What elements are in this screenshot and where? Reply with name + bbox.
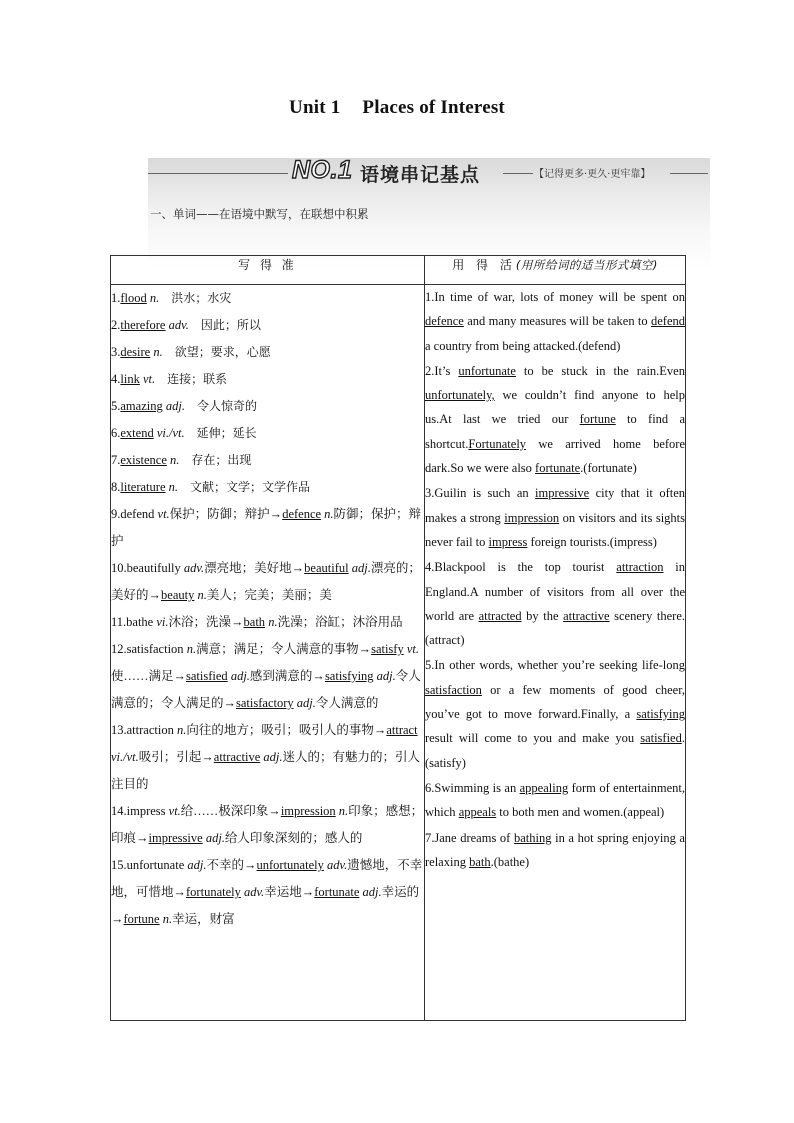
text-run: to find a shortcut. — [425, 412, 685, 451]
part-of-speech: n. — [170, 453, 180, 467]
answer-word: amazing — [120, 399, 163, 413]
banner-rule-right-end — [670, 173, 708, 174]
answer-word: link — [120, 372, 140, 386]
vocab-entry — [111, 474, 424, 501]
vocab-entry — [111, 420, 424, 447]
text-run: 漂亮的；美好的→ — [111, 561, 421, 602]
answer-word: attraction — [616, 560, 664, 575]
part-of-speech: adj. — [376, 669, 396, 683]
unit-number: Unit 1 — [289, 97, 341, 118]
answer-word: attract — [386, 723, 418, 737]
part-of-speech: vt. — [406, 642, 419, 656]
banner-rule-right — [503, 173, 533, 174]
answer-word: extend — [120, 426, 154, 440]
header-use-note: (用所给词的适当形式填空) — [515, 258, 658, 272]
text-run: 12.satisfaction — [111, 642, 187, 656]
entry-number: 2. — [111, 318, 121, 332]
part-of-speech: vt. — [168, 804, 181, 818]
answer-word: attractive — [563, 608, 610, 623]
answer-word: fortune — [123, 912, 160, 926]
answer-word: satisfaction — [425, 682, 482, 697]
text-run: 9.defend — [111, 507, 158, 521]
answer-word: beautiful — [304, 561, 349, 575]
answer-word: therefore — [120, 318, 166, 332]
text-run: 13.attraction — [111, 723, 177, 737]
banner-tagline: 【记得更多·更久·更牢靠】 — [534, 169, 651, 180]
text-run: in England.A number of visitors from all over the world are — [425, 560, 685, 623]
part-of-speech: n. — [197, 588, 207, 602]
vocab-entry — [111, 447, 424, 474]
header-write: 写 得 准 — [111, 256, 425, 285]
part-of-speech: n. — [162, 912, 173, 926]
text-run: 迷人的；有魅力的；引人注目的 — [111, 750, 421, 791]
text-run: 向往的地方；吸引；吸引人的事物→ — [186, 723, 387, 737]
part-of-speech: adj. — [165, 399, 185, 413]
answer-word: defence — [425, 314, 464, 329]
text-run: city that it often makes a strong — [425, 486, 685, 525]
text-run: 4.Blackpool is the top tourist — [425, 560, 617, 575]
part-of-speech: n. — [149, 291, 160, 305]
part-of-speech: adj. — [351, 561, 371, 575]
answer-word: satisfied — [640, 731, 682, 746]
answer-word: attracted — [478, 608, 522, 623]
word-family-entry — [111, 555, 424, 609]
text-run: 令人满意的 — [315, 696, 379, 710]
text-run: result will come to you and make you — [425, 731, 641, 746]
exercise-item — [425, 653, 685, 774]
part-of-speech: vi. — [156, 615, 169, 629]
answer-word: unfortunate — [458, 363, 516, 378]
answer-word: bath — [243, 615, 266, 629]
part-of-speech: adv. — [326, 858, 348, 872]
part-of-speech: n. — [176, 723, 187, 737]
answer-word: impression — [504, 510, 560, 525]
text-run: 满意；满足；令人满意的事物→ — [196, 642, 372, 656]
text-run: .(fortunate) — [580, 461, 637, 476]
answer-word: fortunate — [314, 885, 360, 899]
banner-rule-left — [148, 173, 288, 174]
answer-word: fortunate — [535, 461, 581, 476]
text-run: 感到满意的→ — [249, 669, 325, 683]
exercise-item — [425, 555, 685, 652]
text-run: to be stuck in the rain.Even — [515, 363, 685, 378]
page-title — [0, 97, 794, 119]
part-of-speech: n. — [153, 345, 163, 359]
text-run: in a hot spring enjoying a relaxing — [425, 830, 685, 869]
text-run: .(bathe) — [490, 854, 530, 869]
part-of-speech: adv. — [168, 318, 189, 332]
header-use-main: 用 得 活 — [452, 258, 516, 272]
answer-word: bath — [469, 854, 491, 869]
text-run: 6.Swimming is an — [425, 780, 520, 795]
text-run: 防御；保护；辩护 — [111, 507, 422, 548]
part-of-speech: n. — [268, 615, 278, 629]
text-run: .(satisfy) — [425, 731, 685, 770]
meaning: 存在；出现 — [191, 453, 252, 467]
exercise-item — [425, 481, 685, 554]
unit-name: Places of Interest — [362, 97, 505, 118]
answer-word: bathing — [513, 830, 552, 845]
exercise-column — [425, 285, 686, 1021]
text-run: and many measures will be taken to — [463, 314, 651, 329]
word-family-list — [111, 501, 424, 933]
answer-word: appealing — [519, 780, 569, 795]
text-run: 给人印象深刻的；感人的 — [224, 831, 363, 845]
vocab-entry — [111, 285, 424, 312]
answer-word: defend — [650, 314, 685, 329]
answer-word: impressive — [535, 486, 590, 501]
meaning: 令人惊奇的 — [196, 399, 257, 413]
meaning: 文献；文学；文学作品 — [190, 480, 311, 494]
part-of-speech: n. — [324, 507, 334, 521]
table-header-row — [111, 256, 686, 285]
table-body-row — [111, 285, 686, 1021]
meaning: 延伸；延长 — [196, 426, 257, 440]
text-run: 14.impress — [111, 804, 169, 818]
exercise-item — [425, 285, 685, 358]
meaning: 洪水；水灾 — [171, 291, 232, 305]
vocab-list — [111, 285, 424, 501]
entry-number: 5. — [111, 399, 121, 413]
part-of-speech: vi./vt. — [111, 750, 139, 764]
answer-word: impressive — [148, 831, 203, 845]
text-run: 保护；防御；辩护→ — [169, 507, 283, 521]
entry-number: 1. — [111, 291, 121, 305]
vocab-entry — [111, 393, 424, 420]
exercise-list — [425, 285, 685, 874]
text-run: 幸运，财富 — [172, 912, 235, 926]
text-run: 10.beautifully — [111, 561, 184, 575]
answer-word: fortunately — [186, 885, 241, 899]
meaning: 欲望；要求，心愿 — [174, 345, 271, 359]
banner-number: NO.1 — [292, 156, 353, 184]
answer-word: impress — [488, 534, 528, 549]
part-of-speech: adj. — [263, 750, 283, 764]
part-of-speech: adj. — [362, 885, 382, 899]
word-family-entry — [111, 636, 424, 717]
banner-heading: 语境串记基点 — [360, 164, 481, 186]
text-run: 给……极深印象→ — [180, 804, 281, 818]
part-of-speech: n. — [338, 804, 349, 818]
entry-number: 7. — [111, 453, 121, 467]
vocab-entry — [111, 339, 424, 366]
word-family-entry — [111, 717, 424, 798]
answer-word: beauty — [161, 588, 195, 602]
part-of-speech: n. — [168, 480, 178, 494]
meaning: 因此；所以 — [200, 318, 261, 332]
part-of-speech: n. — [186, 642, 197, 656]
text-run: 漂亮地；美好地→ — [204, 561, 305, 575]
entry-number: 4. — [111, 372, 121, 386]
text-run: 7.Jane dreams of — [425, 830, 514, 845]
answer-word: literature — [120, 480, 166, 494]
text-run: a country from being attacked.(defend) — [425, 338, 621, 353]
answer-word: desire — [120, 345, 151, 359]
answer-word: defence — [282, 507, 322, 521]
text-run: 吸引；引起→ — [138, 750, 214, 764]
answer-word: existence — [120, 453, 167, 467]
entry-number: 3. — [111, 345, 121, 359]
vocab-table — [110, 255, 686, 1021]
text-run: 不幸的→ — [206, 858, 257, 872]
part-of-speech: adv. — [243, 885, 265, 899]
text-run: 1.In time of war, lots of money will be spent on — [425, 290, 685, 304]
entry-number: 6. — [111, 426, 121, 440]
part-of-speech: adj. — [296, 696, 316, 710]
text-run: 使……满足→ — [111, 669, 187, 683]
answer-word: satisfied — [186, 669, 228, 683]
text-run: 15.unfortunate — [111, 858, 188, 872]
answer-word: unfortunately — [256, 858, 324, 872]
text-run: by the — [521, 608, 564, 623]
entry-number: 8. — [111, 480, 121, 494]
word-family-entry — [111, 501, 424, 555]
answer-word: attractive — [213, 750, 261, 764]
text-run: 沐浴；洗澡→ — [168, 615, 244, 629]
answer-word: impression — [280, 804, 336, 818]
text-run: to both men and women.(appeal) — [496, 805, 665, 820]
answer-word: satisfying — [324, 669, 374, 683]
answer-word: appeals — [458, 805, 497, 820]
text-run: 美人；完美；美丽；美 — [206, 588, 332, 602]
text-run: 幸运的→ — [111, 885, 420, 926]
answer-word: satisfy — [371, 642, 404, 656]
part-of-speech: adj. — [187, 858, 207, 872]
text-run: 5.In other words, whether you’re seeking life-long — [425, 658, 685, 673]
text-run: foreign tourists.(impress) — [527, 534, 657, 549]
text-run: 令人满意的；令人满足的→ — [111, 669, 421, 710]
answer-word: satisfying — [636, 707, 685, 722]
part-of-speech: adj. — [230, 669, 250, 683]
text-run: we arrived home before dark.So we were also — [425, 436, 685, 476]
text-run: or a few moments of good cheer, you’ve got to move forward.Finally, a — [425, 682, 685, 722]
vocab-column — [111, 285, 425, 1021]
text-run: 2.It’s — [425, 363, 459, 378]
header-use — [425, 256, 686, 285]
exercise-item — [425, 826, 685, 875]
part-of-speech: adv. — [183, 561, 205, 575]
word-family-entry — [111, 609, 424, 636]
answer-word: flood — [120, 291, 147, 305]
text-run: form of entertainment, which — [425, 780, 685, 820]
part-of-speech: vt. — [157, 507, 170, 521]
text-run: scenery there.(attract) — [425, 608, 685, 648]
part-of-speech: adj. — [205, 831, 225, 845]
answer-word: fortune — [579, 412, 616, 427]
text-run: 印象；感想；印痕→ — [111, 804, 424, 845]
exercise-item — [425, 776, 685, 825]
text-run: on visitors and its sights never fail to — [425, 510, 686, 549]
word-family-entry — [111, 852, 424, 933]
text-run: 幸运地→ — [264, 885, 315, 899]
answer-word: unfortunately, — [425, 388, 495, 403]
text-run: 洗澡；浴缸；沐浴用品 — [277, 615, 403, 629]
vocab-entry — [111, 366, 424, 393]
text-run: 11.bathe — [111, 615, 157, 629]
answer-word: Fortunately — [468, 436, 527, 451]
meaning: 连接；联系 — [167, 372, 228, 386]
vocab-entry — [111, 312, 424, 339]
answer-word: satisfactory — [236, 696, 294, 710]
exercise-item — [425, 359, 685, 480]
text-run: we couldn’t find anyone to help us.At last we tried our — [425, 388, 685, 427]
part-of-speech: vt. — [142, 372, 156, 386]
part-of-speech: vi./vt. — [156, 426, 185, 440]
word-family-entry — [111, 798, 424, 852]
text-run: 3.Guilin is such an — [425, 486, 536, 501]
text-run: 遗憾地，不幸地，可惜地→ — [111, 858, 423, 899]
section-heading: 一、单词——在语境中默写，在联想中积累 — [150, 207, 369, 221]
